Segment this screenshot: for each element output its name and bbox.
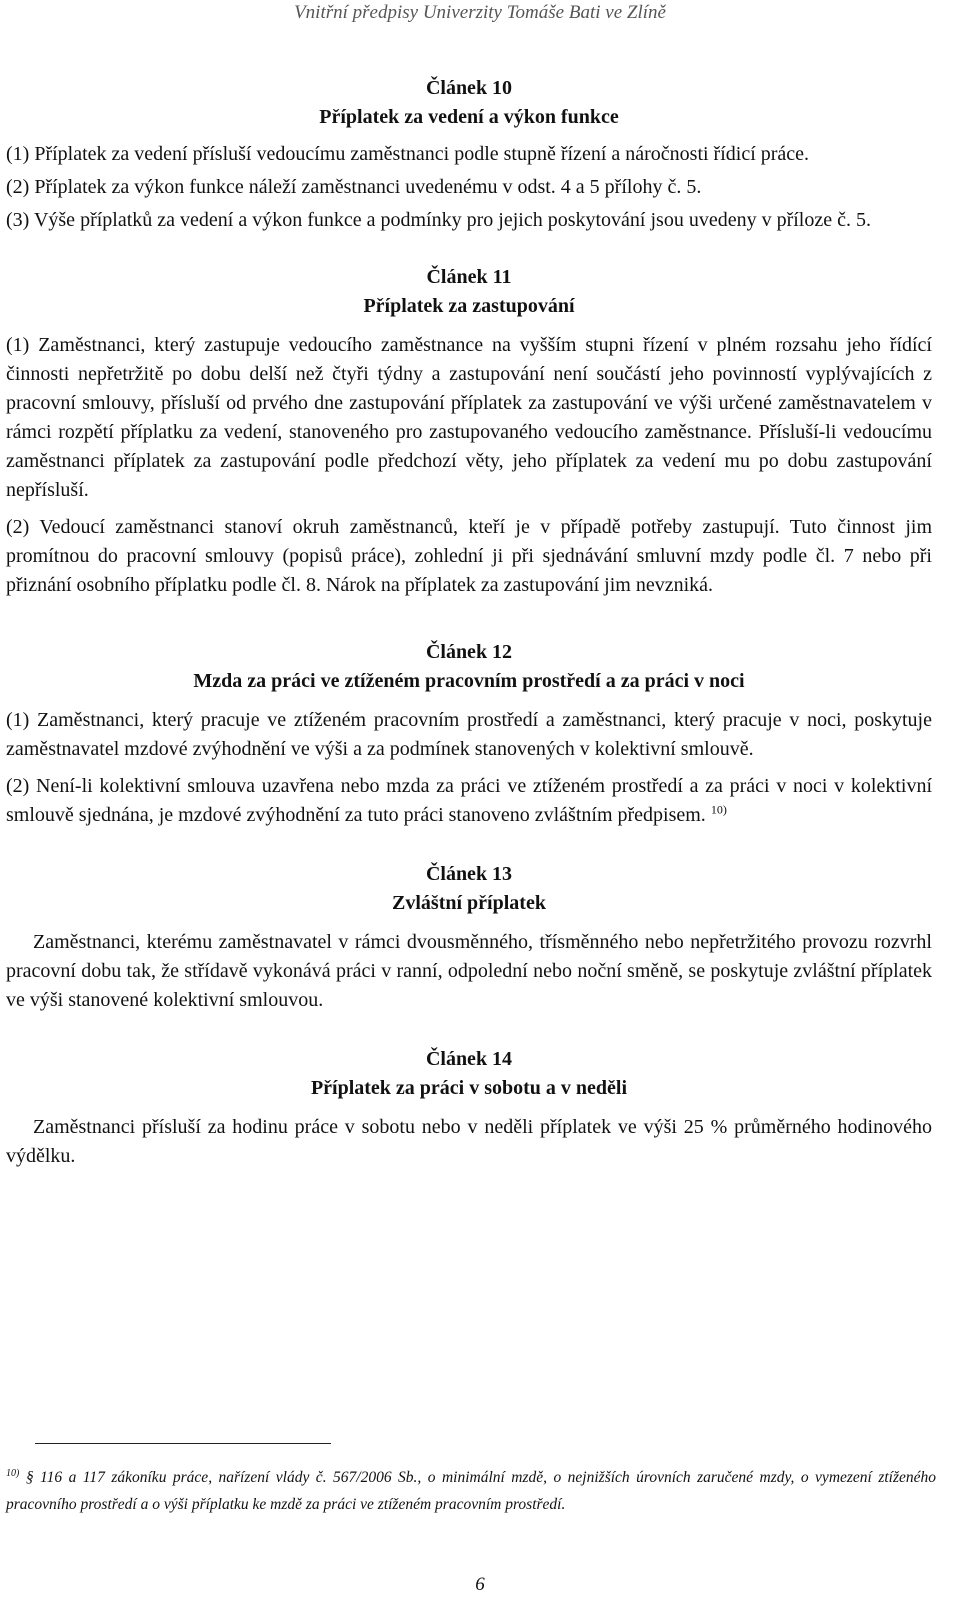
- article-12-para-1: (1) Zaměstnanci, který pracuje ve ztíženém pracovním prostředí a zaměstnanci, který pracuje v noci, poskytuje zaměstnavatel mzdové zvýhodnění ve výši a za podmínek stanovených v kolektivní smlouvě.: [6, 709, 932, 760]
- article-10-number: Článek 10: [425, 77, 513, 99]
- article-13-para-1: Zaměstnanci, kterému zaměstnavatel v rámci dvousměnného, třísměnného nebo nepřetržitého provozu rozvrhl pracovní dobu tak, že střídavě vykonává práci v ranní, odpolední nebo noční směně, se poskytuje zvláštní příplatek ve výši stanovené kolektivní smlouvou.: [6, 931, 932, 1011]
- footnote-text: § 116 a 117 zákoníku práce, nařízení vlády č. 567/2006 Sb., o minimální mzdě, o nejnižších úrovních zaručené mzdy, o vymezení ztíženého pracovního prostředí a o výši příplatku ke mzdě za práci ve ztíženém pracovním prostředí.: [6, 1469, 937, 1513]
- page-number: 6: [475, 1574, 485, 1595]
- article-11-number: Článek 11: [426, 266, 512, 288]
- article-10-para-2: (2) Příplatek za výkon funkce náleží zaměstnanci uvedenému v odst. 4 a 5 přílohy č. 5.: [6, 176, 702, 198]
- article-12-title: Mzda za práci ve ztíženém pracovním prostředí a za práci v noci: [193, 670, 745, 692]
- article-10-para-3: (3) Výše příplatků za vedení a výkon funkce a podmínky pro jejich poskytování jsou uvedeny v příloze č. 5.: [6, 209, 871, 231]
- article-11: [6, 263, 932, 600]
- article-11-para-1: (1) Zaměstnanci, který zastupuje vedoucího zaměstnance na vyšším stupni řízení v plném rozsahu jeho řídící činnosti nepřetržitě po dobu delší než čtyři týdny a zastupování není součástí jeho povinností vyplývajících z pracovní smlouvy, přísluší od prvého dne zastupování příplatek za zastupování ve výši určené zaměstnavatelem v rámci rozpětí příplatku za vedení, stanoveného pro zastupovaného vedoucího zaměstnance. Přísluší-li vedoucímu zaměstnanci příplatek za zastupování podle předchozí věty, jeho příplatek za vedení mu po dobu zastupování nepřísluší.: [6, 334, 932, 501]
- footnote-reference: 10): [710, 802, 727, 817]
- article-14: [6, 1045, 932, 1171]
- article-10-para-1: (1) Příplatek za vedení přísluší vedoucímu zaměstnanci podle stupně řízení a náročnosti řídicí práce.: [6, 143, 810, 165]
- page-content: [6, 70, 932, 1179]
- footnote: [6, 1464, 936, 1518]
- footnote-mark: 10): [6, 1467, 20, 1479]
- page-header: Vnitřní předpisy Univerzity Tomáše Bati ve Zlíně: [294, 2, 666, 23]
- article-13: [6, 860, 932, 1015]
- article-12-para-2-text: (2) Není-li kolektivní smlouva uzavřena nebo mzda za práci ve ztíženém prostředí a za práci v noci v kolektivní smlouvě sjednána, je mzdové zvýhodnění za tuto práci stanoveno zvláštním předpisem.: [6, 775, 932, 826]
- article-14-title: Příplatek za práci v sobotu a v neděli: [310, 1077, 628, 1099]
- article-13-title: Zvláštní příplatek: [392, 892, 546, 914]
- article-13-number: Článek 13: [425, 863, 513, 885]
- article-11-para-2: (2) Vedoucí zaměstnanci stanoví okruh zaměstnanců, kteří je v případě potřeby zastupují. Tuto činnost jim promítnou do pracovní smlouvy (popisů práce), zohlední ji při sjednávání smluvní mzdy podle čl. 7 nebo při přiznání osobního příplatku podle čl. 8. Nárok na příplatek za zastupování jim nevzniká.: [6, 516, 932, 596]
- article-12: [6, 638, 932, 830]
- article-14-para-1: Zaměstnanci přísluší za hodinu práce v sobotu nebo v neděli příplatek ve výši 25 % průměrného hodinového výdělku.: [6, 1116, 932, 1167]
- article-14-number: Článek 14: [425, 1048, 513, 1070]
- article-10-title: Příplatek za vedení a výkon funkce: [319, 106, 619, 128]
- article-11-title: Příplatek za zastupování: [363, 295, 575, 317]
- footnote-divider: [35, 1443, 331, 1444]
- article-10: [6, 74, 932, 235]
- article-12-number: Článek 12: [425, 641, 513, 663]
- article-12-para-2: [6, 772, 932, 830]
